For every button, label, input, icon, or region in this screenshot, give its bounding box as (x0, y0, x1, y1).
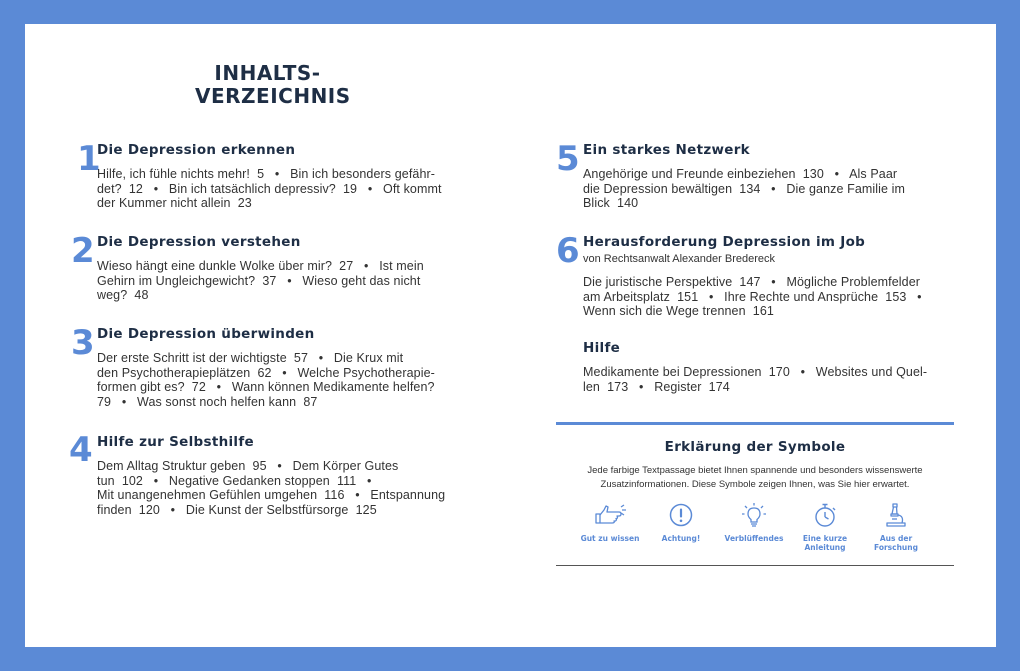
symbols-top-rule (556, 422, 954, 425)
toc-section (97, 325, 435, 409)
section-entries: Angehörige und Freunde einbeziehen 130 • Als Paar die Depression bewältigen 134 • Die ganze Familie im Blick 140 (583, 167, 906, 210)
section-subtitle: von Rechtsanwalt Alexander Bredereck (583, 253, 775, 265)
symbol-astonishing: Verblüffendes (714, 502, 794, 543)
stopwatch-icon (812, 502, 838, 528)
microscope-icon (883, 502, 909, 528)
toc-section (583, 339, 927, 394)
toc-section (97, 433, 445, 517)
section-title: Die Depression verstehen (97, 234, 301, 250)
section-title: Die Depression erkennen (97, 142, 296, 158)
lightbulb-icon (740, 502, 768, 528)
section-entries: Hilfe, ich fühle nichts mehr! 5 • Bin ich besonders gefähr- det? 12 • Bin ich tatsächlich depressiv? 19 • Oft kommt der Kummer nicht allein 23 (97, 167, 442, 210)
symbol-attention: Achtung! (641, 502, 721, 543)
toc-section (97, 141, 442, 211)
section-entries: Wieso hängt eine dunkle Wolke über mir? 27 • Ist mein Gehirn im Ungleichgewicht? 37 • Wieso geht das nicht weg? 48 (97, 259, 424, 302)
symbols-bottom-rule (556, 565, 954, 566)
exclamation-circle-icon (668, 502, 694, 528)
section-number: 1 (77, 139, 101, 179)
section-title: Hilfe zur Selbsthilfe (97, 434, 254, 450)
section-number: 5 (556, 139, 580, 179)
symbols-title: Erklärung der Symbole (664, 439, 846, 455)
section-number: 4 (69, 430, 93, 470)
section-number: 2 (71, 231, 95, 271)
symbol-short-guide: Eine kurze Anleitung (785, 502, 865, 552)
symbol-research: Aus der Forschung (856, 502, 936, 552)
toc-section (97, 233, 424, 303)
section-title: Herausforderung Depression im Job (583, 234, 866, 250)
section-number: 3 (71, 323, 95, 363)
symbol-good-to-know: Gut zu wissen (570, 502, 650, 543)
pointing-hand-icon (593, 502, 627, 528)
section-number: 6 (556, 231, 580, 271)
section-entries: Die juristische Perspektive 147 • Mögliche Problemfelder am Arbeitsplatz 151 • Ihre Rechte und Ansprüche 153 • Wenn sich die Wege trennen 161 (583, 275, 922, 318)
section-title: Hilfe (583, 340, 621, 356)
section-title: Ein starkes Netzwerk (583, 142, 750, 158)
toc-page (25, 24, 996, 647)
section-entries: Dem Alltag Struktur geben 95 • Dem Körper Gutes tun 102 • Negative Gedanken stoppen 111 • Mit unangenehmen Gefühlen umgehen 116 • Entspannung finden 120 • Die Kunst der Selbstfürsorge 125 (97, 459, 446, 517)
section-entries: Medikamente bei Depressionen 170 • Websites und Quel- len 173 • Register 174 (583, 365, 928, 394)
section-title: Die Depression überwinden (97, 326, 315, 342)
toc-section (583, 141, 905, 211)
symbols-description: Jede farbige Textpassage bietet Ihnen spannende und besonders wissenswerte Zusatzinformationen. Diese Symbole zeigen Ihnen, was Sie hier erwartet. (587, 465, 923, 490)
toc-section (583, 233, 922, 319)
section-entries: Der erste Schritt ist der wichtigste 57 • Die Krux mit den Psychotherapieplätzen 62 • Welche Psychotherapie- formen gibt es? 72 • Wann können Medikamente helfen? 79 • Was sonst noch helfen kann 87 (97, 351, 435, 409)
page-title: INHALTS- VERZEICHNIS (195, 61, 351, 108)
